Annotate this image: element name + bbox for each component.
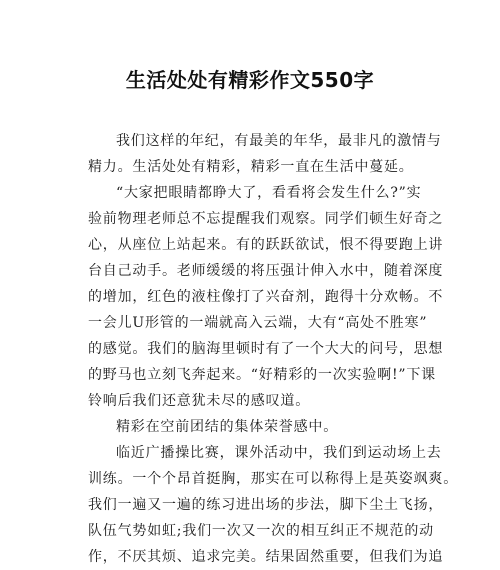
text-line: 验前物理老师总不忘提醒我们观察。同学们顿生好奇之 bbox=[88, 211, 444, 227]
text-line: 精彩在空前团结的集体荣誉感中。 bbox=[116, 419, 338, 435]
page-title: 生活处处有精彩作文550字 bbox=[125, 68, 375, 92]
text-line: 临近广播操比赛，课外活动中，我们到运动场上去 bbox=[116, 445, 442, 461]
text-line: 的感觉。我们的脑海里顿时有了一个大大的问号，思想 bbox=[88, 341, 444, 357]
text-line: 一会儿U形管的一端就高入云端，大有“高处不胜寒” bbox=[88, 315, 428, 331]
text-line: 作，不厌其烦、追求完美。结果固然重要，但我们为追 bbox=[88, 549, 444, 565]
text-line: 精力。生活处处有精彩，精彩一直在生活中蔓延。 bbox=[88, 159, 414, 175]
text-line: 台自己动手。老师缓缓的将压强计伸入水中，随着深度 bbox=[88, 263, 444, 279]
text-line: 训练。一个个昂首挺胸，那实在可以称得上是英姿飒爽。 bbox=[88, 471, 458, 487]
text-line: 我们一遍又一遍的练习进出场的步法，脚下尘土飞扬， bbox=[88, 497, 444, 513]
text-line: 的增加，红色的液柱像打了兴奋剂，跑得十分欢畅。不 bbox=[88, 289, 444, 305]
text-line: 心，从座位上站起来。有的跃跃欲试，恨不得要跑上讲 bbox=[88, 237, 444, 253]
text-line: 我们这样的年纪，有最美的年华，最非凡的激情与 bbox=[116, 133, 442, 149]
text-line: 的野马也立刻飞奔起来。“好精彩的一次实验啊!”下课 bbox=[88, 367, 436, 383]
text-line: 铃响后我们还意犹未尽的感叹道。 bbox=[88, 393, 310, 409]
article-body bbox=[88, 128, 458, 570]
text-line: “大家把眼睛都睁大了，看看将会发生什么?”实 bbox=[116, 185, 422, 201]
text-line: 队伍气势如虹;我们一次又一次的相互纠正不规范的动 bbox=[88, 523, 434, 539]
